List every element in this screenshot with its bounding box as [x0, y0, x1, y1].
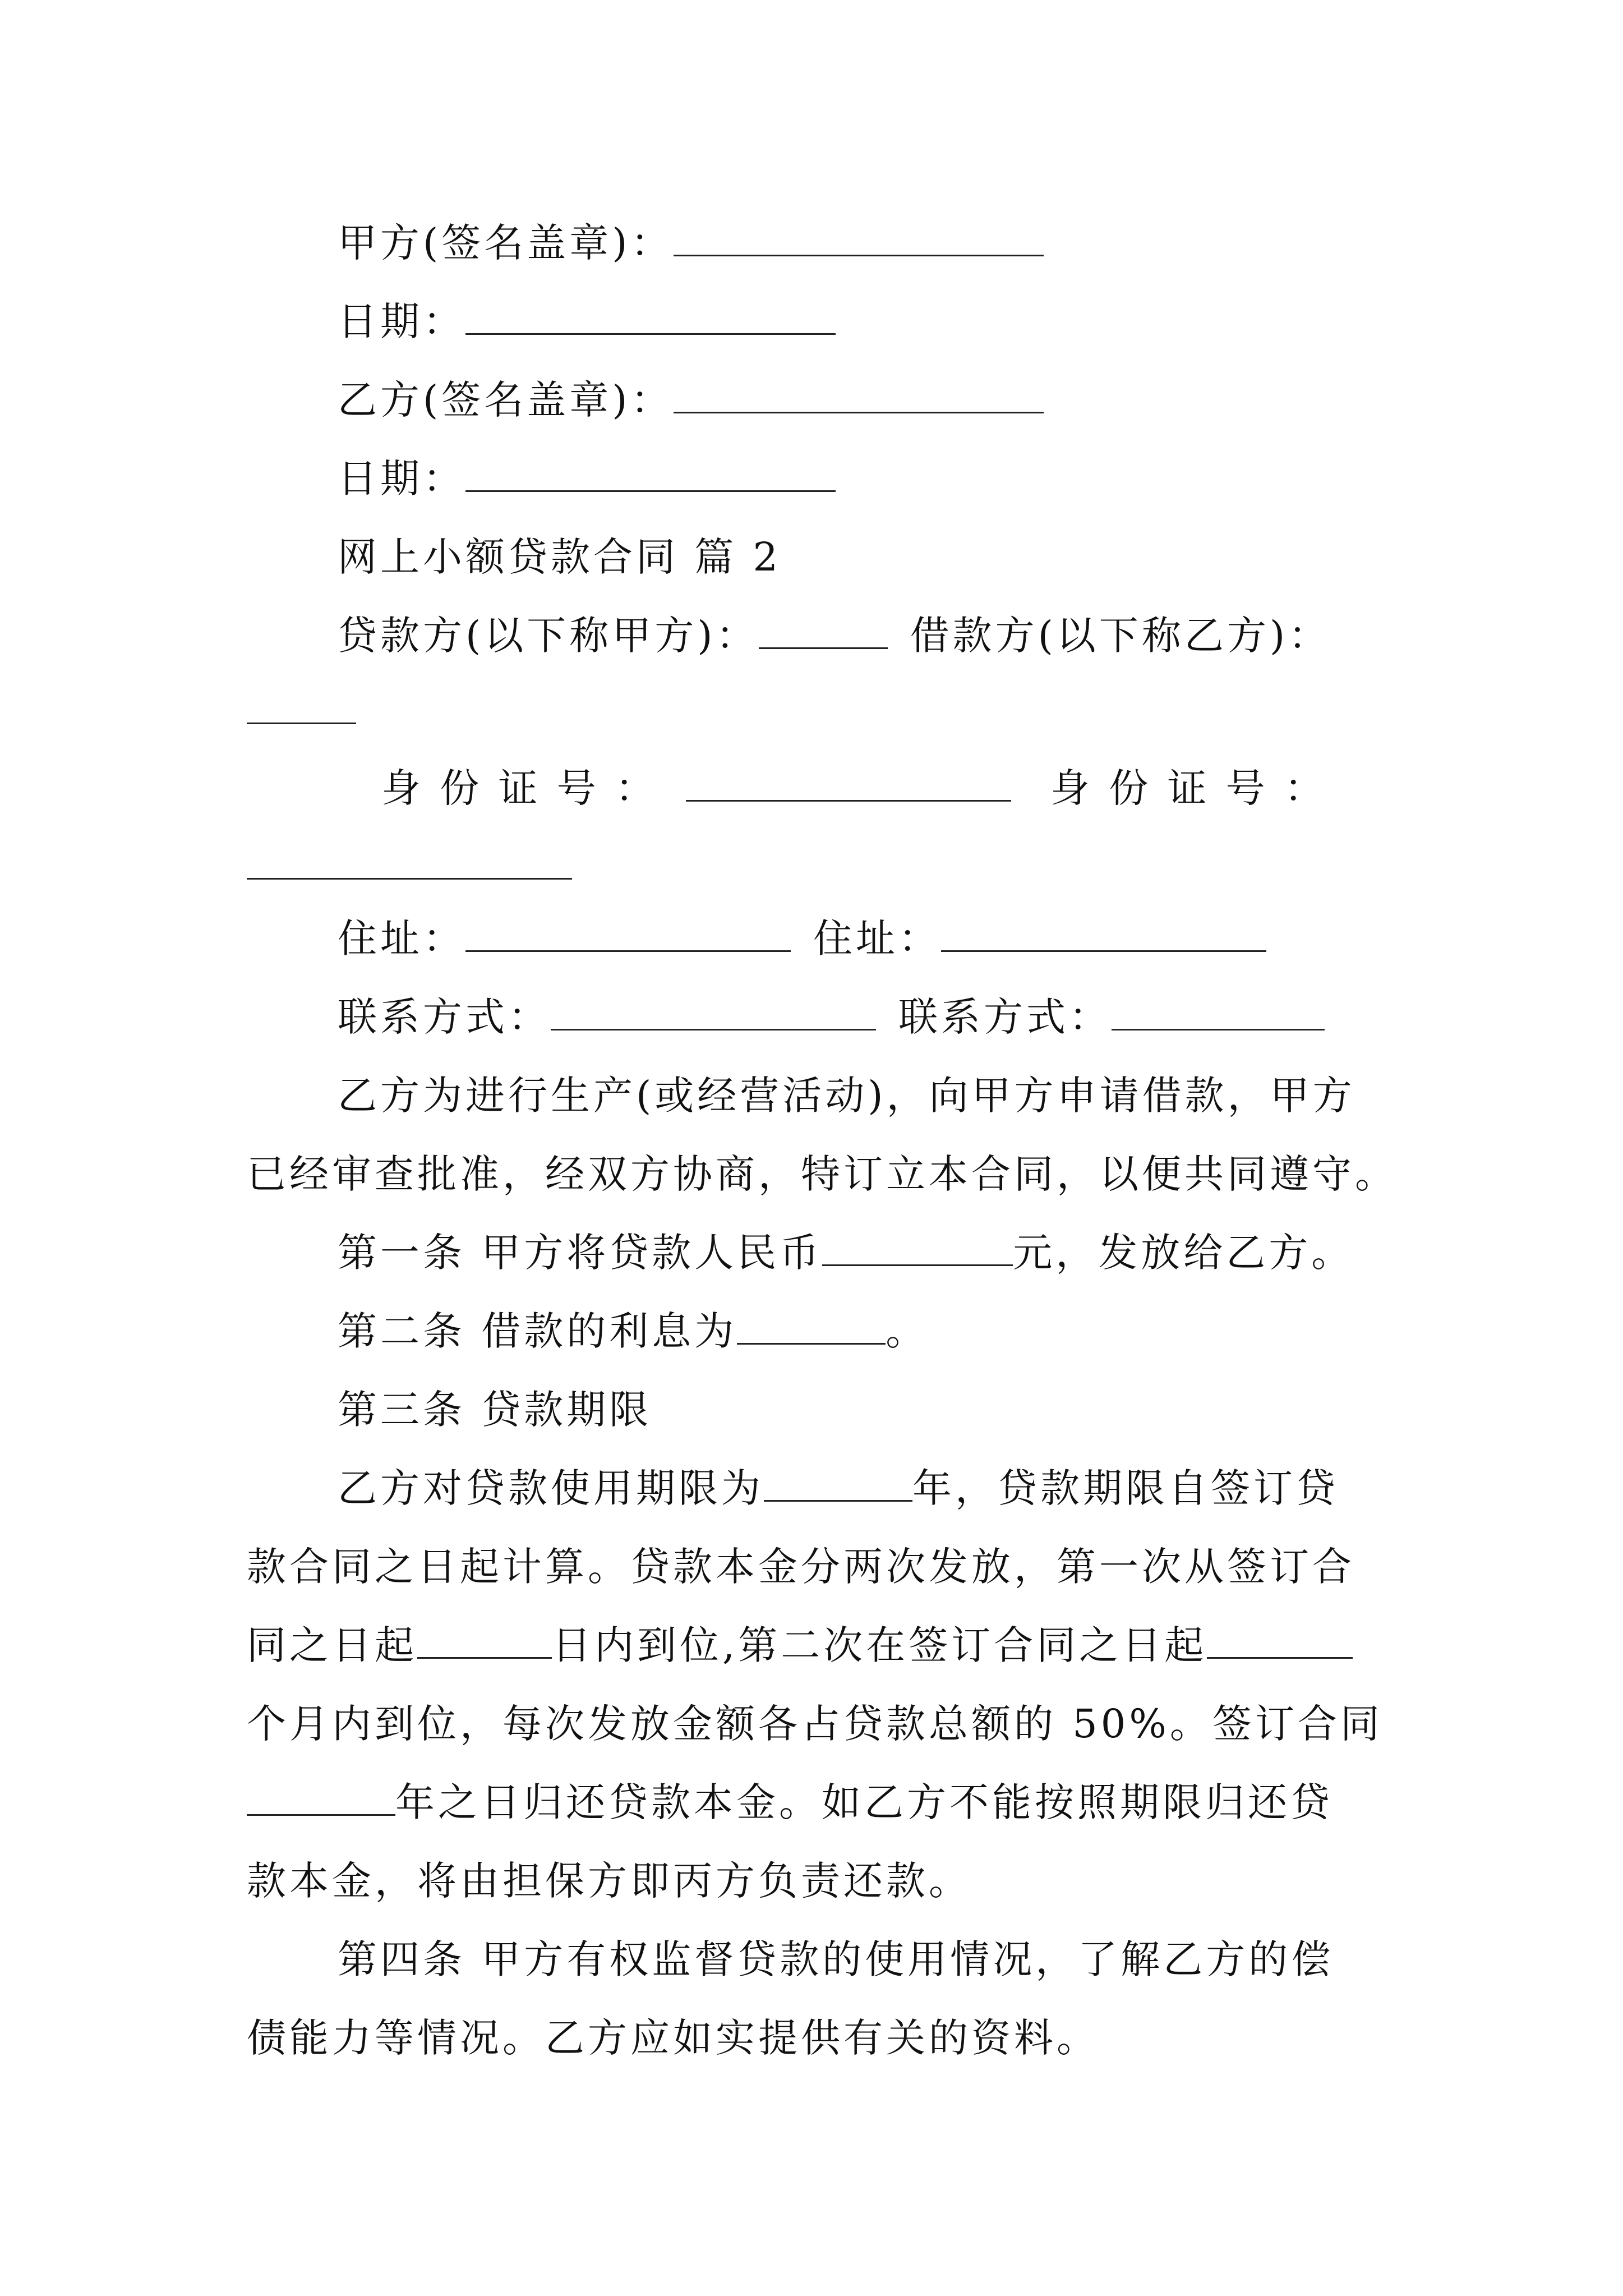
- party-b-signature-line: [338, 375, 1044, 425]
- contact-line: [338, 992, 1325, 1042]
- article-3-line-5-after: 年之日归还贷款本金。如乙方不能按照期限归还贷: [395, 1779, 1333, 1825]
- party-a-signature-blank: [674, 221, 1044, 256]
- article-3-line-2: 款合同之日起计算。贷款本金分两次发放，第一次从签订合: [247, 1544, 1355, 1590]
- article-2-text-before: 第二条 借款的利息为: [338, 1308, 737, 1354]
- article-3-line-3-mid: 日内到位,第二次在签订合同之日起: [552, 1622, 1207, 1668]
- article-1-text-after: 元，发放给乙方。: [1013, 1230, 1354, 1276]
- address-line: [338, 913, 1266, 964]
- article-4-line-2: 债能力等情况。乙方应如实提供有关的资料。: [247, 2015, 1099, 2061]
- party-b-signature-blank: [674, 378, 1044, 413]
- contact-b-blank: [1112, 995, 1325, 1030]
- date-a-line: [338, 296, 836, 347]
- article-3-line-6: 款本金，将由担保方即丙方负责还款。: [247, 1858, 971, 1904]
- article-3-line-3: [247, 1620, 1353, 1671]
- article-2: [338, 1306, 928, 1356]
- address-b-blank: [941, 917, 1266, 952]
- address-a-label: 住址：: [338, 915, 465, 961]
- date-a-label: 日期：: [338, 298, 465, 344]
- section-title: 网上小额贷款合同 篇 2: [338, 534, 782, 580]
- lender-blank: [759, 614, 888, 649]
- date-b-line: [338, 453, 836, 504]
- date-a-blank: [465, 300, 836, 335]
- article-3-title: 第三条 贷款期限: [338, 1387, 652, 1433]
- lender-label: 贷款方(以下称甲方)：: [338, 613, 759, 659]
- article-3-line-1: [338, 1463, 1339, 1513]
- party-a-signature-label: 甲方(签名盖章)：: [338, 220, 674, 266]
- article-1-text-before: 第一条 甲方将贷款人民币: [338, 1230, 823, 1276]
- loan-amount-blank: [822, 1231, 1013, 1266]
- id-a-blank: [686, 766, 1011, 802]
- article-1: [338, 1227, 1354, 1278]
- borrower-blank: [247, 723, 356, 724]
- article-2-text-after: 。: [886, 1308, 929, 1354]
- contact-a-blank: [551, 995, 876, 1030]
- second-disbursement-months-blank: [1207, 1623, 1353, 1659]
- id-b-label: 身 份 证 号 ：: [1050, 765, 1327, 811]
- contact-a-label: 联系方式：: [338, 994, 551, 1040]
- parties-line: [338, 610, 1331, 661]
- repayment-years-blank: [247, 1780, 395, 1816]
- intro-line-1: 乙方为进行生产(或经营活动)，向甲方申请借款，甲方: [338, 1073, 1355, 1119]
- borrower-label: 借款方(以下称乙方)：: [910, 613, 1331, 659]
- date-b-label: 日期：: [338, 455, 465, 501]
- id-a-label: 身 份 证 号 ：: [381, 765, 658, 811]
- address-a-blank: [465, 917, 791, 952]
- article-4-line-1: 第四条 甲方有权监督贷款的使用情况，了解乙方的偿: [338, 1936, 1334, 1982]
- party-b-signature-label: 乙方(签名盖章)：: [338, 377, 674, 423]
- article-3-line-4: 个月内到位，每次发放金额各占贷款总额的 50%。签订合同: [247, 1701, 1383, 1747]
- id-number-line: [381, 763, 1327, 813]
- article-3-line-1-after: 年，贷款期限自签订贷: [912, 1465, 1339, 1511]
- article-3-line-3-before: 同之日起: [247, 1622, 417, 1668]
- term-years-blank: [764, 1466, 912, 1502]
- party-a-signature-line: [338, 218, 1044, 268]
- address-b-label: 住址：: [813, 915, 941, 961]
- contact-b-label: 联系方式：: [898, 994, 1112, 1040]
- intro-line-2: 已经审查批准，经双方协商，特订立本合同，以便共同遵守。: [247, 1151, 1398, 1197]
- id-b-blank: [247, 878, 572, 880]
- interest-blank: [737, 1309, 886, 1345]
- article-3-line-1-before: 乙方对贷款使用期限为: [338, 1465, 764, 1511]
- date-b-blank: [465, 457, 836, 492]
- first-disbursement-days-blank: [417, 1623, 552, 1659]
- article-3-line-5: [247, 1777, 1333, 1828]
